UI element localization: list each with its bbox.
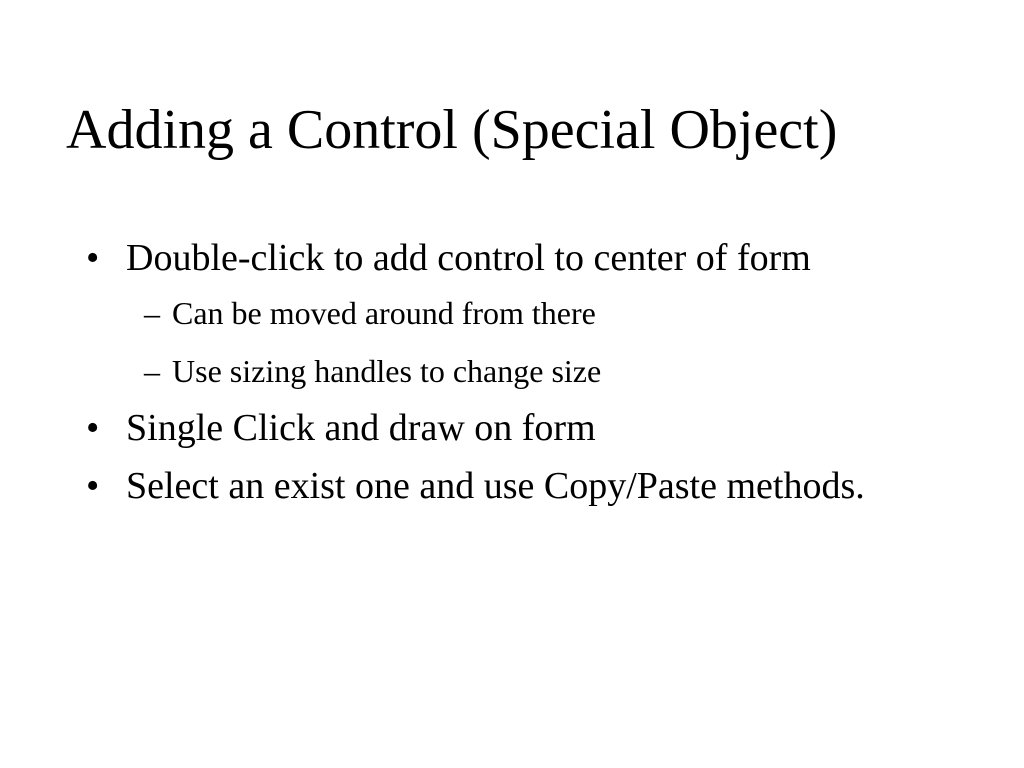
bullet-item bbox=[84, 402, 874, 454]
bullet-marker: • bbox=[86, 237, 100, 279]
sub-bullet-item bbox=[144, 292, 874, 334]
bullet-marker: • bbox=[86, 407, 100, 449]
bullet-list bbox=[84, 232, 874, 518]
bullet-text: Double-click to add control to center of form bbox=[126, 237, 811, 279]
sub-bullet-list bbox=[126, 292, 874, 392]
sub-bullet-text: Can be moved around from there bbox=[172, 295, 596, 331]
bullet-item bbox=[84, 460, 874, 512]
slide-title: Adding a Control (Special Object) bbox=[66, 99, 838, 161]
bullet-text: Select an exist one and use Copy/Paste methods. bbox=[126, 465, 865, 507]
sub-bullet-item bbox=[144, 350, 874, 392]
sub-bullet-marker: – bbox=[144, 295, 160, 331]
bullet-text: Single Click and draw on form bbox=[126, 407, 596, 449]
bullet-marker: • bbox=[86, 465, 100, 507]
bullet-item bbox=[84, 232, 874, 392]
sub-bullet-marker: – bbox=[144, 353, 160, 389]
sub-bullet-text: Use sizing handles to change size bbox=[172, 353, 602, 389]
